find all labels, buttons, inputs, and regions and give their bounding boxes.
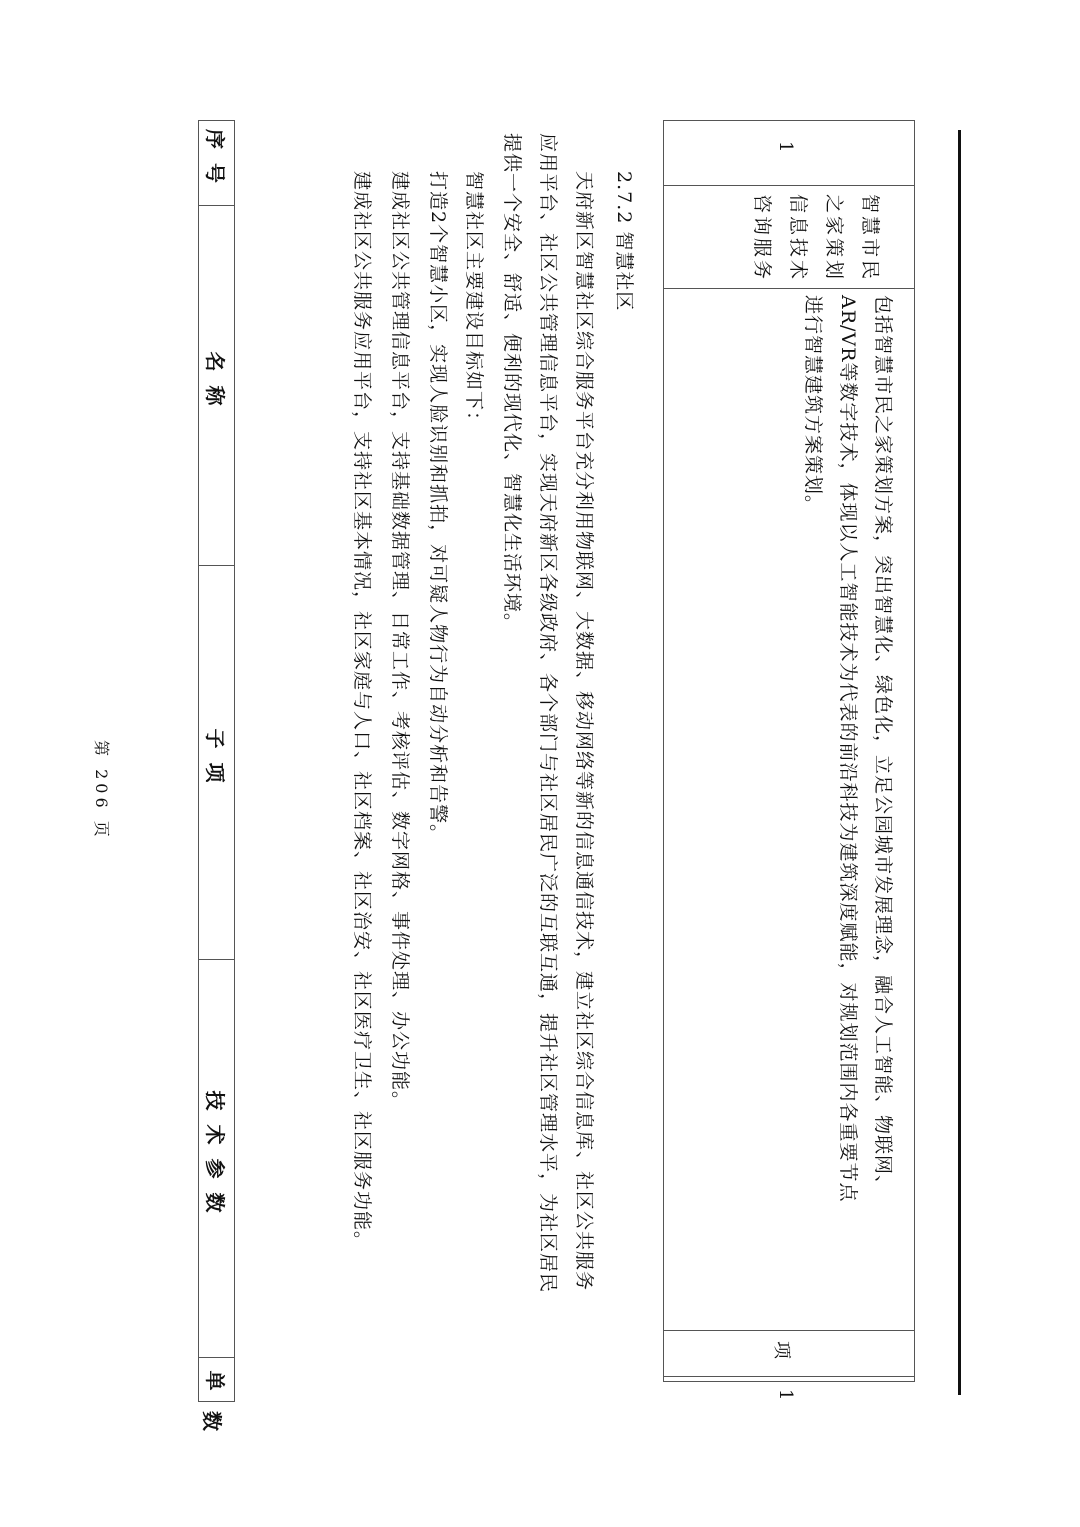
seq-value: 1	[775, 141, 796, 153]
unit-cell	[664, 1331, 914, 1376]
unit-value: 项	[771, 1341, 792, 1359]
qty-value: 1	[775, 1389, 796, 1401]
qty-column-divider	[664, 1376, 914, 1377]
top-table	[663, 120, 915, 1401]
paragraph-4: 建成社区公共管理信息平台，支持基础数据管理、日常工作、考核评估、数字网格、事件处理、办公功能。	[389, 171, 411, 1112]
item-name: 智慧市民之家策划信息技术咨询服务	[751, 194, 881, 283]
name-cell	[664, 186, 914, 289]
page-number: 第 206 页	[92, 740, 111, 841]
description-line-3: 进行智慧建筑方案策划。	[802, 295, 824, 516]
header-qty: 数	[200, 1411, 224, 1431]
paragraph-5: 建成社区公共服务应用平台，支持社区基本情况，社区家庭与人口、社区档案、社区治安、社区医疗卫生、社区服务功能。	[351, 171, 373, 1252]
header-seq: 序号	[199, 121, 234, 206]
header-table	[198, 120, 235, 1431]
header-unit: 单	[203, 1370, 227, 1391]
seq-cell	[664, 121, 914, 186]
top-border-rule	[958, 130, 961, 1395]
paragraph-3: 打造2个智慧小区，实现人脸识别和抓拍，对可疑人物行为自动分析和告警。	[427, 171, 449, 845]
description-line-2: AR/VR等数字技术，体现以人工智能技术为代表的前沿科技为建筑深度赋能，对规划范围内各重要节点	[837, 295, 859, 1203]
description-cell	[664, 289, 914, 1331]
section-heading: 2.7.2 智慧社区	[613, 171, 635, 312]
header-name: 名称	[199, 206, 234, 566]
header-tech-params: 技术参数	[199, 960, 234, 1358]
header-subitem: 子项	[199, 566, 234, 960]
paragraph-1-line-3: 提供一个安全、舒适、便利的现代化、智慧化生活环境。	[501, 133, 523, 634]
description-line-1: 包括智慧市民之家策划方案，突出智慧化、绿色化，立足公园城市发展理念，融合人工智能、物联网、	[872, 295, 894, 1196]
paragraph-1-line-1: 天府新区智慧社区综合服务平台充分利用物联网、大数据、移动网络等新的信息通信技术，建立社区综合信息库、社区公共服务	[573, 171, 595, 1292]
item-description	[795, 295, 900, 1320]
paragraph-2: 智慧社区主要建设目标如下：	[463, 171, 485, 432]
paragraph-1	[494, 133, 602, 1358]
paragraph-1-line-2: 应用平台、社区公共管理信息平台，实现天府新区各级政府、各个部门与社区居民广泛的互联互通，提升社区管理水平，为社区居民	[537, 133, 559, 1294]
